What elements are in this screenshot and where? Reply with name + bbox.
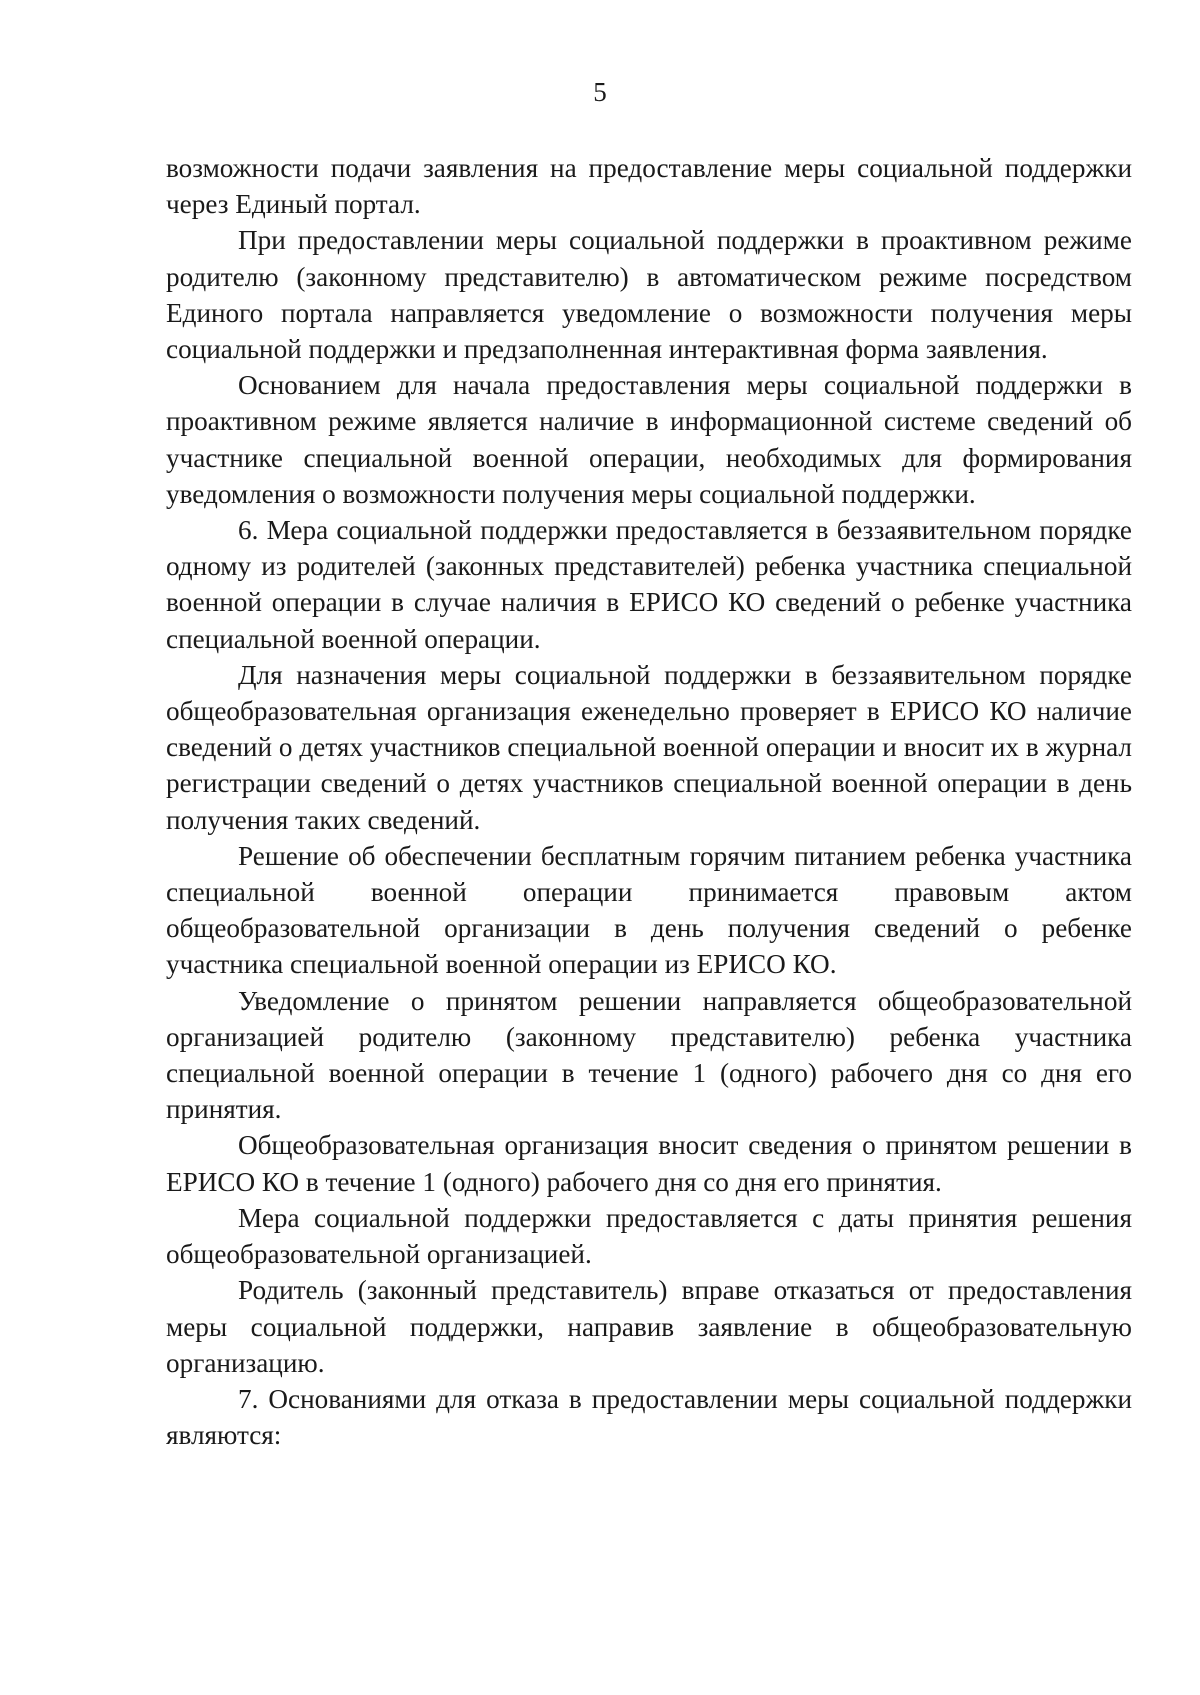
- paragraph-4: 6. Мера социальной поддержки предоставляется в беззаявительном порядке одному из родителей (законных представителей) ребенка участника специальной военной операции в случае наличия в ЕРИСО КО сведений о ребенке участника специальной военной операции.: [166, 515, 1132, 654]
- paragraph-11: 7. Основаниями для отказа в предоставлении меры социальной поддержки являются:: [166, 1383, 1132, 1451]
- paragraph-9: Мера социальной поддержки предоставляется с даты принятия решения общеобразовательной организацией.: [166, 1202, 1132, 1270]
- paragraph-7: Уведомление о принятом решении направляется общеобразовательной организацией родителю (законному представителю) ребенка участника специальной военной операции в течение 1 (одного) рабочего дня со дня его принятия.: [166, 985, 1132, 1125]
- paragraph-8: Общеобразовательная организация вносит сведения о принятом решении в ЕРИСО КО в течение 1 (одного) рабочего дня со дня его принятия.: [166, 1130, 1132, 1197]
- document-body: [166, 150, 1132, 1453]
- paragraph-5: Для назначения меры социальной поддержки в беззаявительном порядке общеобразовательная организация еженедельно проверяет в ЕРИСО КО наличие сведений о детях участников специальной военной операции и вносит их в журнал регистрации сведений о детях участников специальной военной операции в день получения таких сведений.: [166, 659, 1132, 835]
- paragraph-6: Решение об обеспечении бесплатным горячим питанием ребенка участника специальной военной операции принимается правовым актом общеобразовательной организации в день получения сведений о ребенке участника специальной военной операции из ЕРИСО КО.: [166, 840, 1132, 980]
- paragraph-1: возможности подачи заявления на предоставление меры социальной поддержки через Единый портал.: [166, 153, 1132, 220]
- paragraph-10: Родитель (законный представитель) вправе отказаться от предоставления меры социальной поддержки, направив заявление в общеобразовательную организацию.: [166, 1275, 1132, 1378]
- paragraph-3: Основанием для начала предоставления меры социальной поддержки в проактивном режиме является наличие в информационной системе сведений об участнике специальной военной операции, необходимых для формирования уведомления о возможности получения меры социальной поддержки.: [166, 370, 1132, 509]
- paragraph-2: При предоставлении меры социальной поддержки в проактивном режиме родителю (законному представителю) в автоматическом режиме посредством Единого портала направляется уведомление о возможности получения меры социальной поддержки и предзаполненная интерактивная форма заявления.: [166, 225, 1132, 365]
- page-number: 5: [593, 77, 607, 107]
